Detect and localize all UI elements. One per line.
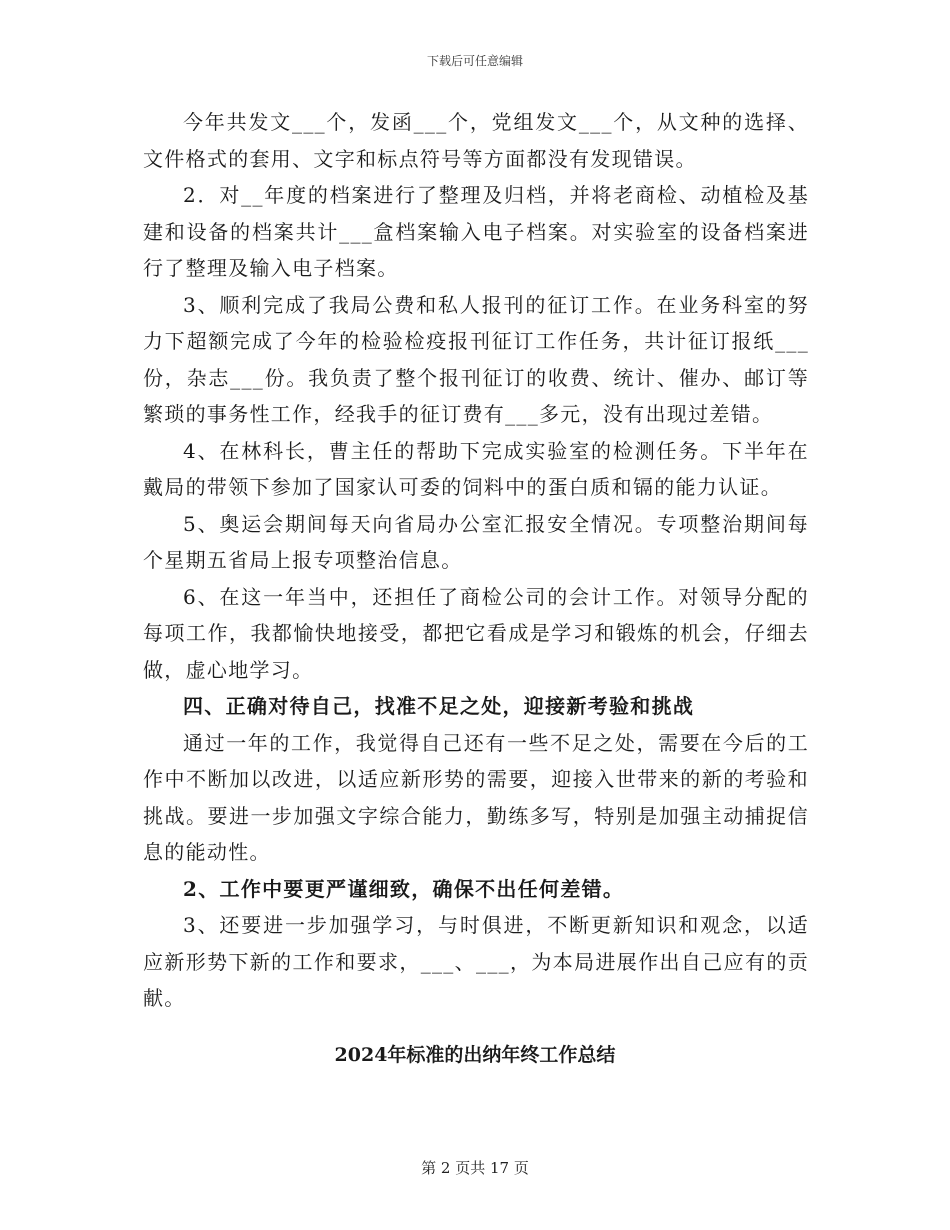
paragraph-lab-testing: 4、在林科长，曹主任的帮助下完成实验室的检测任务。下半年在戴局的带领下参加了国家认可委的饲料中的蛋白质和镉的能力认证。 [143, 438, 809, 499]
paragraph-further-study: 3、还要进一步加强学习，与时俱进，不断更新知识和观念，以适应新形势下新的工作和要求，___、___，为本局进展作出自己应有的贡献。 [143, 913, 809, 1010]
document-title: 2024年标准的出纳年终工作总结 [334, 1044, 616, 1066]
paragraph-shortcomings: 通过一年的工作，我觉得自己还有一些不足之处，需要在今后的工作中不断加以改进，以适应新形势的需要，迎接入世带来的新的考验和挑战。要进一步加强文字综合能力，勤练多写，特别是加强主动捕捉信息的能动性。 [143, 730, 809, 864]
section-heading-four: 四、正确对待自己，找准不足之处，迎接新考验和挑战 [183, 694, 695, 718]
paragraph-olympics-reporting: 5、奥运会期间每天向省局办公室汇报安全情况。专项整治期间每个星期五省局上报专项整治信息。 [143, 511, 809, 572]
paragraph-document-counts: 今年共发文___个，发函___个，党组发文___个，从文种的选择、文件格式的套用、文字和标点符号等方面都没有发现错误。 [143, 110, 809, 171]
page-footer: 第 2 页共 17 页 [421, 1159, 529, 1177]
paragraph-archives: 2．对__年度的档案进行了整理及归档，并将老商检、动植检及基建和设备的档案共计___盒档案输入电子档案。对实验室的设备档案进行了整理及输入电子档案。 [143, 183, 809, 280]
paragraph-accounting: 6、在这一年当中，还担任了商检公司的会计工作。对领导分配的每项工作，我都愉快地接受，都把它看成是学习和锻炼的机会，仔细去做，虚心地学习。 [143, 584, 809, 682]
paragraph-subscriptions: 3、顺利完成了我局公费和私人报刊的征订工作。在业务科室的努力下超额完成了今年的检验检疫报刊征订工作任务，共计征订报纸___份，杂志___份。我负责了整个报刊征订的收费、统计、催办、邮订等繁琐的事务性工作，经我手的征订费有___多元，没有出现过差错。 [143, 292, 809, 426]
page-header: 下载后可任意编辑 [426, 54, 523, 68]
heading-careful-work: 2、工作中要更严谨细致，确保不出任何差错。 [183, 876, 625, 901]
document-body [143, 104, 809, 1017]
